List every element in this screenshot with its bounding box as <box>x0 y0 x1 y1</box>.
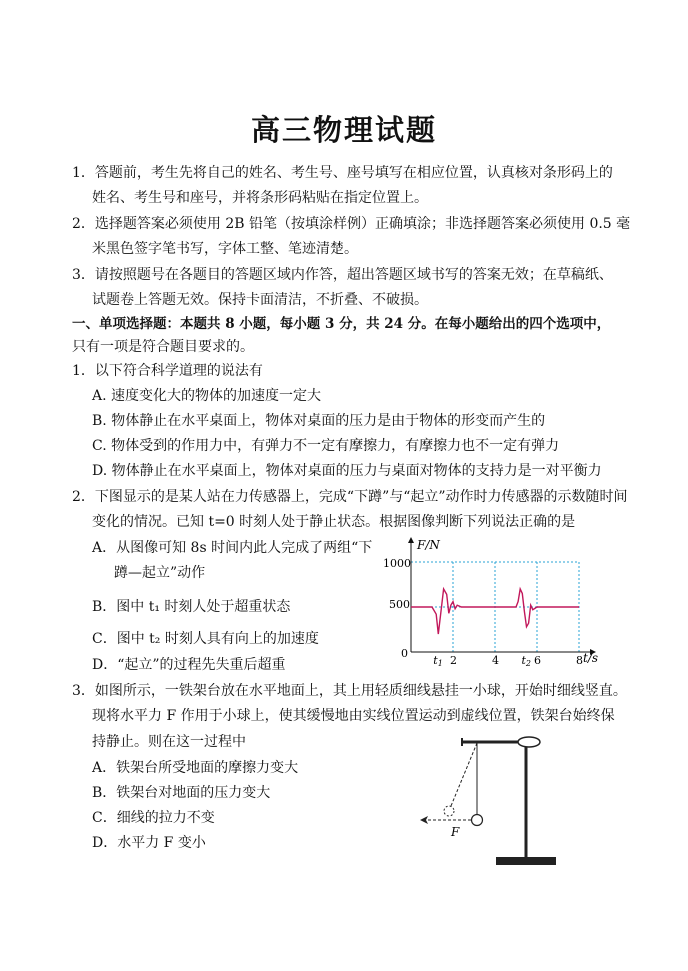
chart-xlabel: t/s <box>583 651 599 665</box>
page-title: 高三物理试题 <box>250 113 437 147</box>
note-3-line-2: 试题卷上答题无效。保持卡面清洁，不折叠、不破损。 <box>92 292 428 308</box>
ball-solid <box>472 815 483 826</box>
q2-stem-line-1: 2．下图显示的是某人站在力传感器上，完成“下蹲”与“起立”动作时力传感器的示数随时间 <box>72 489 628 505</box>
q3-option-b: B．铁架台对地面的压力变大 <box>92 785 271 801</box>
chart-origin-label: 0 <box>401 647 408 660</box>
section-heading-line-2: 只有一项是符合题目要求的。 <box>72 339 254 355</box>
q3-stem-line-2: 现将水平力 F 作用于小球上，使其缓慢地由实线位置运动到虚线位置，铁架台始终保 <box>92 708 615 724</box>
stand-clamp <box>518 737 540 747</box>
q3-option-a: A．铁架台所受地面的摩擦力变大 <box>92 760 299 776</box>
force-label: F <box>451 825 460 839</box>
ball-dashed <box>444 806 454 816</box>
q1-option-c: C. 物体受到的作用力中，有弹力不一定有摩擦力，有摩擦力也不一定有弹力 <box>92 438 560 454</box>
section-heading-line-1: 一、单项选择题：本题共 8 小题，每小题 3 分，共 24 分。在每小题给出的四个选项中， <box>72 316 611 332</box>
note-1-line-1: 1．答题前，考生先将自己的姓名、考生号、座号填写在相应位置，认真核对条形码上的 <box>72 165 613 181</box>
q3-option-c: C．细线的拉力不变 <box>92 810 215 826</box>
q2-option-a-line-1: A．从图像可知 8s 时间内此人完成了两组“下 <box>92 540 373 556</box>
note-1-line-2: 姓名、考生号和座号，并将条形码粘贴在指定位置上。 <box>92 190 428 206</box>
q2-option-c: C．图中 t₂ 时刻人具有向上的加速度 <box>92 631 319 647</box>
note-2-line-2: 米黑色签字笔书写，字体工整、笔迹清楚。 <box>92 241 358 257</box>
chart-xtick-t2: t2 <box>521 654 532 668</box>
q2-option-b: B．图中 t₁ 时刻人处于超重状态 <box>92 599 291 615</box>
q1-option-a: A. 速度变化大的物体的加速度一定大 <box>92 388 322 404</box>
force-arrow-head <box>420 816 428 824</box>
chart-ytick-500: 500 <box>389 598 410 611</box>
note-3-line-1: 3．请按照题号在各题目的答题区域内作答，超出答题区域书写的答案无效；在草稿纸、 <box>72 267 613 283</box>
q3-stem-line-1: 3．如图所示，一铁架台放在水平地面上，其上用轻质细线悬挂一小球，开始时细线竖直。 <box>72 683 627 699</box>
q1-option-b: B. 物体静止在水平桌面上，物体对桌面的压力是由于物体的形变而产生的 <box>92 413 546 429</box>
q3-option-d: D．水平力 F 变小 <box>92 835 206 851</box>
q1-stem: 1．以下符合科学道理的说法有 <box>72 363 263 379</box>
q2-option-a-line-2: 蹲—起立”动作 <box>114 565 206 581</box>
string-dashed <box>451 743 477 806</box>
q2-option-d: D．“起立”的过程先失重后超重 <box>92 657 286 673</box>
chart-ylabel: F/N <box>417 538 440 552</box>
q3-stem-line-3: 持静止。则在这一过程中 <box>92 734 246 750</box>
force-time-chart <box>375 532 600 672</box>
note-2-line-1: 2．选择题答案必须使用 2B 铅笔（按填涂样例）正确填涂；非选择题答案必须使用 0.5 毫 <box>72 216 631 232</box>
chart-xtick-4: 4 <box>492 654 499 667</box>
iron-stand-diagram <box>410 725 570 870</box>
chart-xtick-8: 8 <box>576 654 583 667</box>
chart-ytick-1000: 1000 <box>383 557 411 570</box>
q1-option-d: D. 物体静止在水平桌面上，物体对桌面的压力与桌面对物体的支持力是一对平衡力 <box>92 463 602 479</box>
chart-xtick-6: 6 <box>534 654 541 667</box>
q2-stem-line-2: 变化的情况。已知 t=0 时刻人处于静止状态。根据图像判断下列说法正确的是 <box>92 514 576 530</box>
chart-xtick-t1: t1 <box>433 654 443 668</box>
stand-base <box>496 857 556 865</box>
chart-xtick-2: 2 <box>450 654 457 667</box>
